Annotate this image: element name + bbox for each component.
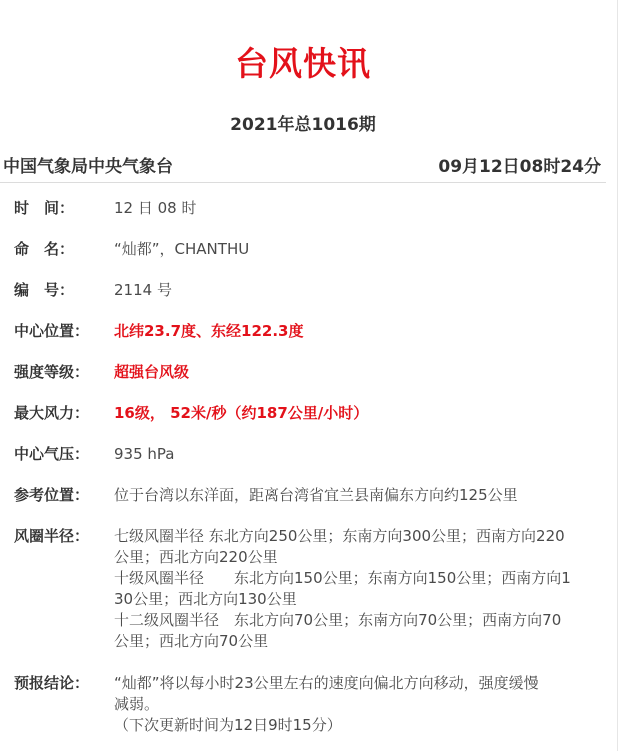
field-label: 命 名： xyxy=(14,240,75,258)
header-divider xyxy=(0,182,606,183)
field-label: 最大风力： xyxy=(14,404,90,422)
wind-radius-line: 七级风圈半径 东北方向250公里；东南方向300公里；西南方向220 xyxy=(114,527,565,545)
wind-radius-line: 公里；西北方向220公里 xyxy=(114,548,278,566)
field-label: 中心气压： xyxy=(14,445,90,463)
field-label: 风圈半径： xyxy=(14,527,90,545)
field-value: “灿都”，CHANTHU xyxy=(114,240,250,258)
wind-radius-line: 十级风圈半径 东北方向150公里；东南方向150公里；西南方向1 xyxy=(114,569,571,587)
wind-radius-line: 30公里；西北方向130公里 xyxy=(114,590,297,608)
page-title: 台风快讯 xyxy=(235,44,371,83)
agency-name: 中国气象局中央气象台 xyxy=(3,157,173,177)
field-value: 16级， 52米/秒（约187公里/小时） xyxy=(114,404,369,422)
bulletin-header xyxy=(3,152,601,178)
field-label: 中心位置： xyxy=(14,322,90,340)
issue-number: 2021年总1016期 xyxy=(230,115,376,135)
publish-time: 09月12日08时24分 xyxy=(438,157,601,177)
field-label: 参考位置： xyxy=(14,486,90,504)
field-label: 预报结论： xyxy=(14,674,90,692)
wind-radius-line: 十二级风圈半径 东北方向70公里；东南方向70公里；西南方向70 xyxy=(114,611,562,629)
field-value: 超强台风级 xyxy=(114,363,190,381)
forecast-line: 减弱。 xyxy=(114,695,160,713)
field-value: 位于台湾以东洋面，距离台湾省宜兰县南偏东方向约125公里 xyxy=(114,486,518,504)
field-value: 12 日 08 时 xyxy=(114,199,197,217)
field-value: 2114 号 xyxy=(114,281,172,299)
page-right-border xyxy=(617,0,618,751)
field-value: 北纬23.7度、东经122.3度 xyxy=(114,322,304,340)
forecast-text xyxy=(114,673,600,736)
wind-radius-text xyxy=(114,526,600,652)
field-label: 强度等级： xyxy=(14,363,90,381)
wind-radius-line: 公里；西北方向70公里 xyxy=(114,632,269,650)
field-label: 时 间： xyxy=(14,199,75,217)
field-label: 编 号： xyxy=(14,281,75,299)
forecast-line: “灿都”将以每小时23公里左右的速度向偏北方向移动，强度缓慢 xyxy=(114,674,539,692)
field-value: 935 hPa xyxy=(114,445,175,463)
forecast-line: （下次更新时间为12日9时15分） xyxy=(114,716,342,734)
